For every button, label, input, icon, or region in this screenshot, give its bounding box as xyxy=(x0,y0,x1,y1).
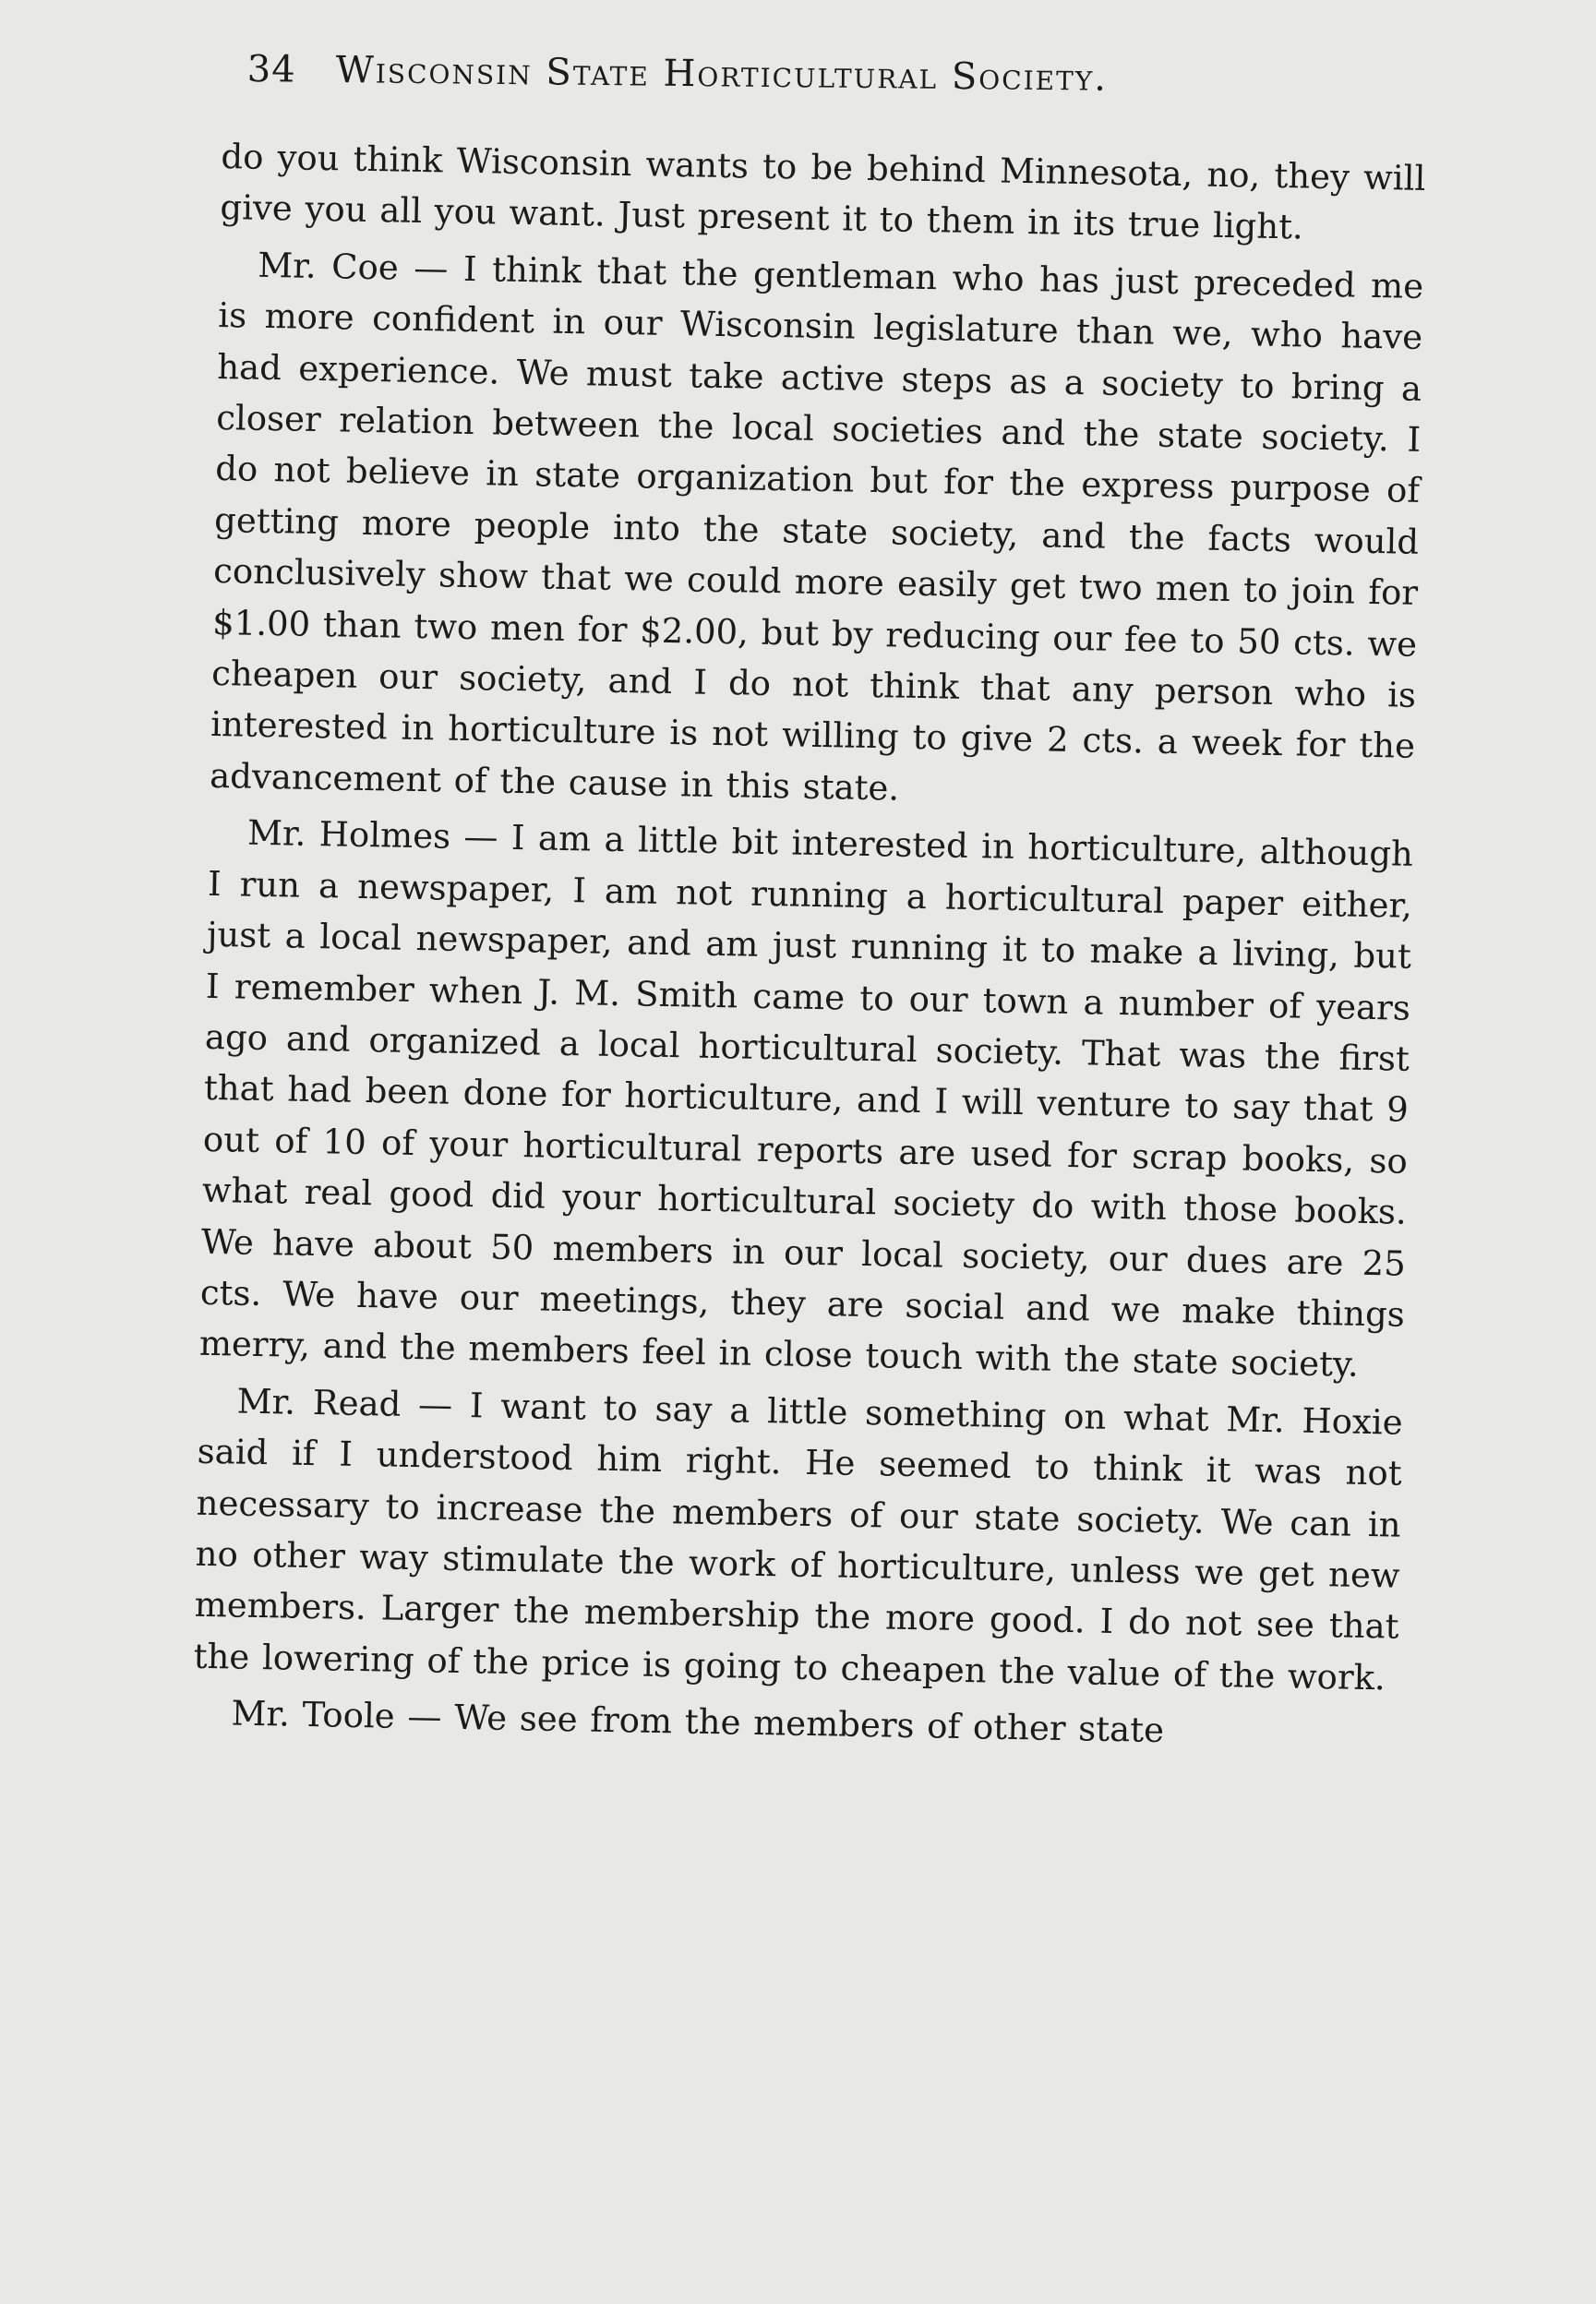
paragraph-mr-holmes: Mr. Holmes — I am a little bit interested in horticulture, although I run a newspaper, I am not running a horticultural paper either, just a local newspaper, and am just running it to make a living, but I remember when J. M. Smith came to our town a number of years ago and organized a local horticultural society. That was the first that had been done for horticulture, and I will venture to say that 9 out of 10 of your horticultural reports are used for scrap books, so what real good did your horticultural society do with those books. We have about 50 members in our local society, our dues are 25 cts. We have our meetings, they are social and we make things merry, and the members feel in close touch with the state society. xyxy=(198,812,1414,1386)
paragraph-mr-toole: Mr. Toole — We see from the members of other state xyxy=(231,1693,1165,1751)
page-header xyxy=(246,48,1309,114)
body-text xyxy=(192,131,1426,1760)
running-head: Wisconsin State Horticultural Society. xyxy=(335,49,1109,100)
page-number: 34 xyxy=(246,48,296,91)
paragraph-mr-coe: Mr. Coe — I think that the gentleman who has just preceded me is more confident in our Wisconsin legislature than we, who have had experience. We must take active steps as a society to bring a closer relation between the local societies and the state society. I do not believe in state organization but for the express purpose of getting more people into the state society, and the facts would conclusively show that we could more easily get two men to join for $1.00 than two men for $2.00, but by reducing our fee to 50 cts. we cheapen our society, and I do not think that any person who is interested in horticulture is not willing to give 2 cts. a week for the advancement of the cause in this state. xyxy=(209,245,1424,809)
paragraph-mr-read: Mr. Read — I want to say a little something on what Mr. Hoxie said if I understood him right. He seemed to think it was not necessary to increase the members of our state society. We can in no other way stimulate the work of horticulture, unless we get new members. Larger the membership the more good. I do not see that the lowering of the price is going to cheapen the value of the work. xyxy=(193,1381,1403,1698)
paragraph-continuation: do you think Wisconsin wants to be behind Minnesota, no, they will give you all you want. Just present it to them in its true light. xyxy=(220,136,1426,247)
